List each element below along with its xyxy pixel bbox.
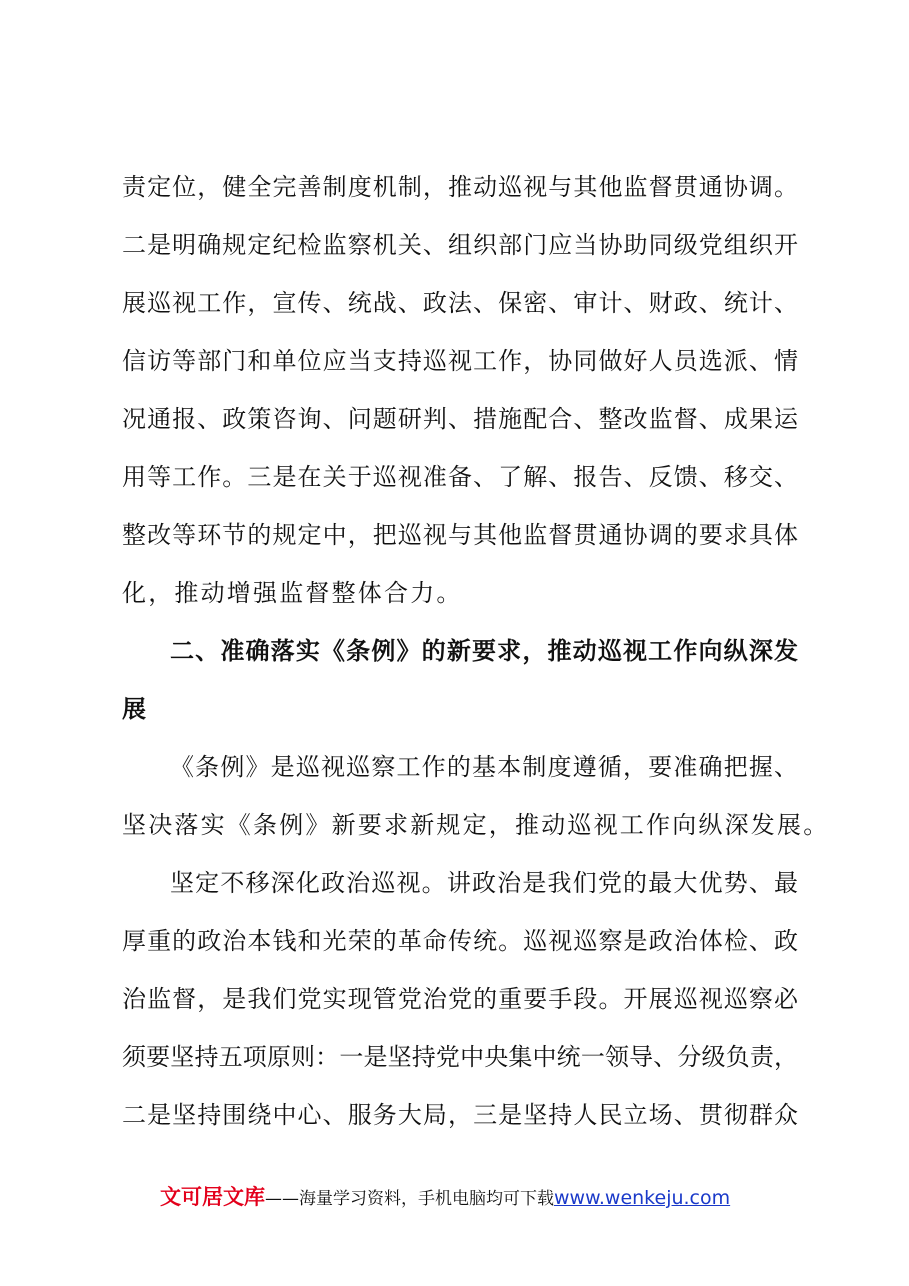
body-line-17: 二是坚持围绕中心、服务大局，三是坚持人民立场、贯彻群众 — [122, 1101, 798, 1129]
footer-banner — [160, 1182, 730, 1212]
footer-slogan: ——海量学习资料，手机电脑均可下载 — [265, 1189, 554, 1209]
section-heading: 二、准确落实《条例》的新要求，推动巡视工作向纵深发 — [170, 637, 798, 665]
body-line-2: 二是明确规定纪检监察机关、组织部门应当协助同级党组织开 — [122, 231, 798, 259]
body-line-7: 整改等环节的规定中，把巡视与其他监督贯通协调的要求具体 — [122, 521, 798, 549]
document-body — [122, 158, 830, 1144]
footer-url-link[interactable]: www.wenkeju.com — [554, 1187, 731, 1209]
body-line-6: 用等工作。三是在关于巡视准备、了解、报告、反馈、移交、 — [122, 463, 798, 491]
footer-brand: 文可居文库 — [160, 1185, 265, 1209]
body-line-16: 须要坚持五项原则：一是坚持党中央集中统一领导、分级负责， — [122, 1043, 798, 1071]
body-line-12: 坚决落实《条例》新要求新规定，推动巡视工作向纵深发展。 — [122, 811, 830, 839]
body-line-3: 展巡视工作，宣传、统战、政法、保密、审计、财政、统计、 — [122, 289, 798, 317]
section-heading-continued: 展 — [122, 695, 147, 723]
body-line-11: 《条例》是巡视巡察工作的基本制度遵循，要准确把握、 — [170, 753, 798, 781]
body-line-15: 治监督，是我们党实现管党治党的重要手段。开展巡视巡察必 — [122, 985, 798, 1013]
body-line-8: 化，推动增强监督整体合力。 — [122, 579, 463, 607]
body-line-4: 信访等部门和单位应当支持巡视工作，协同做好人员选派、情 — [122, 347, 798, 375]
body-line-1: 责定位，健全完善制度机制，推动巡视与其他监督贯通协调。 — [122, 173, 798, 201]
body-line-14: 厚重的政治本钱和光荣的革命传统。巡视巡察是政治体检、政 — [122, 927, 798, 955]
body-line-13: 坚定不移深化政治巡视。讲政治是我们党的最大优势、最 — [170, 869, 798, 897]
body-line-5: 况通报、政策咨询、问题研判、措施配合、整改监督、成果运 — [122, 405, 798, 433]
